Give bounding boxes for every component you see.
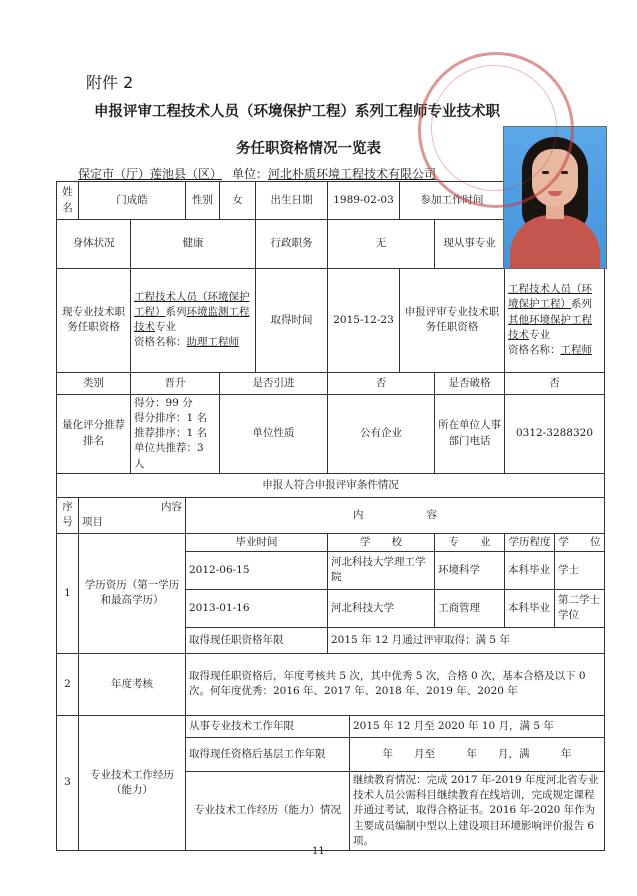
edu-row-2-degree: 第二学士学位 [555, 589, 605, 627]
content-item-header: 内容 项目 [79, 497, 186, 533]
edu-row-1-degree: 学士 [555, 551, 605, 589]
conditions-header: 申报人符合申报评审条件情况 [57, 473, 605, 497]
score-rank: 得分排序：1 名 [134, 411, 208, 424]
edu-col-major: 专 业 [435, 533, 505, 551]
annual-text: 取得现任职资格后，年度考核共 5 次，其中优秀 5 次，合格 0 次，基本合格及以下 0 次。何年度优秀：2016 年、2017 年、2018 年、2019 年、2020 年 [186, 653, 605, 715]
unit-name: 河北朴质环境工程技术有限公司 [268, 167, 437, 181]
category-label: 类别 [57, 372, 131, 394]
experience-label: 专业技术工作经历（能力） [79, 715, 186, 850]
edu-row-1-level: 本科毕业 [505, 551, 555, 589]
index-header: 序号 [57, 497, 79, 533]
edu-index: 1 [57, 533, 79, 653]
edu-col-school: 学 校 [328, 533, 435, 551]
hr-phone-value: 0312-3288320 [505, 394, 605, 473]
qual-years-value: 2015 年 12 月通过评审取得；满 5 年 [328, 627, 605, 653]
category-value: 晋升 [131, 372, 220, 394]
unit-nature-value: 公有企业 [328, 394, 435, 473]
hr-phone-label: 所在单位人事部门电话 [435, 394, 505, 473]
admin-post-value: 无 [328, 220, 435, 269]
health-value: 健康 [131, 220, 256, 269]
edu-row-1-date: 2012-06-15 [186, 551, 328, 589]
edu-row-2-major: 工商管理 [435, 589, 505, 627]
edu-row-2-date: 2013-01-16 [186, 589, 328, 627]
gender-value: 女 [220, 182, 256, 220]
apply-series: 工程技术人员（环境保护工程） [508, 283, 593, 311]
content-header: 内 容 [186, 497, 605, 533]
unit-nature-label: 单位性质 [220, 394, 328, 473]
work-years-label: 从事专业技术工作年限 [186, 715, 350, 737]
edu-row-1-major: 环境科学 [435, 551, 505, 589]
gender-label: 性别 [186, 182, 220, 220]
annual-index: 2 [57, 653, 79, 715]
name-label: 姓名 [57, 182, 79, 220]
apply-qualification-label: 申报评审专业技术职务任职资格 [400, 268, 505, 372]
base-years-value: 年 月至 年 月，满 年 [350, 737, 605, 771]
page-number: 11 [312, 846, 325, 857]
applicant-photo [503, 126, 607, 269]
score-rank-value [131, 394, 220, 473]
edu-row-1-school: 河北科技大学理工学院 [328, 551, 435, 589]
apply-qualification-value: 工程技术人员（环境保护工程）系列其他环境保护工程技术专业 资格名称：工程师 [505, 268, 605, 372]
current-qualification-label: 现专业技术职务任职资格 [57, 268, 131, 372]
exceptional-value: 否 [505, 372, 605, 394]
exceptional-label: 是否破格 [435, 372, 505, 394]
county: 莲池县（区） [150, 167, 223, 181]
current-specialty: 环境监测工程技术 [134, 305, 250, 334]
qual-years-label: 取得现任职资格年限 [186, 627, 328, 653]
unit-label: 单位： [232, 167, 269, 181]
total-recommend: 单位共推荐：3 人 [134, 442, 204, 470]
edu-row-2-school: 河北科技大学 [328, 589, 435, 627]
edu-col-degree: 学 位 [555, 533, 605, 551]
edu-row-2-level: 本科毕业 [505, 589, 555, 627]
apply-specialty: 其他环境保护工程技术 [508, 313, 593, 341]
name-value: 门成皓 [79, 182, 186, 220]
qualification-form [56, 181, 605, 851]
score: 得分：99 分 [134, 396, 193, 409]
score-rank-label: 量化评分推荐排名 [57, 394, 131, 473]
ability-text: 继续教育情况：完成 2017 年-2019 年度河北省专业技术人员公需科目继续教育在线培训，完成规定课程并通过考试，取得合格证书。2016 年-2020 年作为主要成员编制中型以上建设项目环境影响评价报告 6 项。 [350, 771, 605, 850]
work-start-label: 参加工作时间 [400, 182, 505, 220]
current-qualification-value: 工程技术人员（环境保护工程）系列环境监测工程技术专业 资格名称：助理工程师 [131, 268, 256, 372]
health-label: 身体状况 [57, 220, 131, 269]
unit-line [78, 165, 436, 182]
edu-col-graduation: 毕业时间 [186, 533, 328, 551]
ability-label: 专业技术工作经历（能力）情况 [186, 771, 350, 850]
apply-title: 工程师 [560, 343, 593, 356]
current-major-label: 现从事专业 [435, 220, 505, 269]
introduced-value: 否 [328, 372, 435, 394]
edu-label: 学历资历（第一学历和最高学历） [79, 533, 186, 653]
current-series: 工程技术人员（环境保护工程） [134, 290, 250, 318]
experience-index: 3 [57, 715, 79, 850]
birth-label: 出生日期 [256, 182, 328, 220]
attachment-label: 附件 2 [86, 73, 134, 92]
introduced-label: 是否引进 [220, 372, 328, 394]
current-title: 助理工程师 [186, 336, 239, 349]
city: 保定市（厅） [78, 167, 151, 181]
document-title-line-1: 申报评审工程技术人员（环境保护工程）系列工程师专业技术职 [94, 104, 500, 120]
document-title-line-2: 务任职资格情况一览表 [236, 141, 381, 157]
edu-col-level: 学历程度 [505, 533, 555, 551]
birth-value: 1989-02-03 [328, 182, 400, 220]
obtain-time-label: 取得时间 [256, 268, 328, 372]
work-years-value: 2015 年 12 月至 2020 年 10 月，满 5 年 [350, 715, 605, 737]
base-years-label: 取得现任资格后基层工作年限 [186, 737, 350, 771]
annual-label: 年度考核 [79, 653, 186, 715]
admin-post-label: 行政职务 [256, 220, 328, 269]
recommend-rank: 推荐排序：1 名 [134, 427, 208, 440]
obtain-time-value: 2015-12-23 [328, 268, 400, 372]
